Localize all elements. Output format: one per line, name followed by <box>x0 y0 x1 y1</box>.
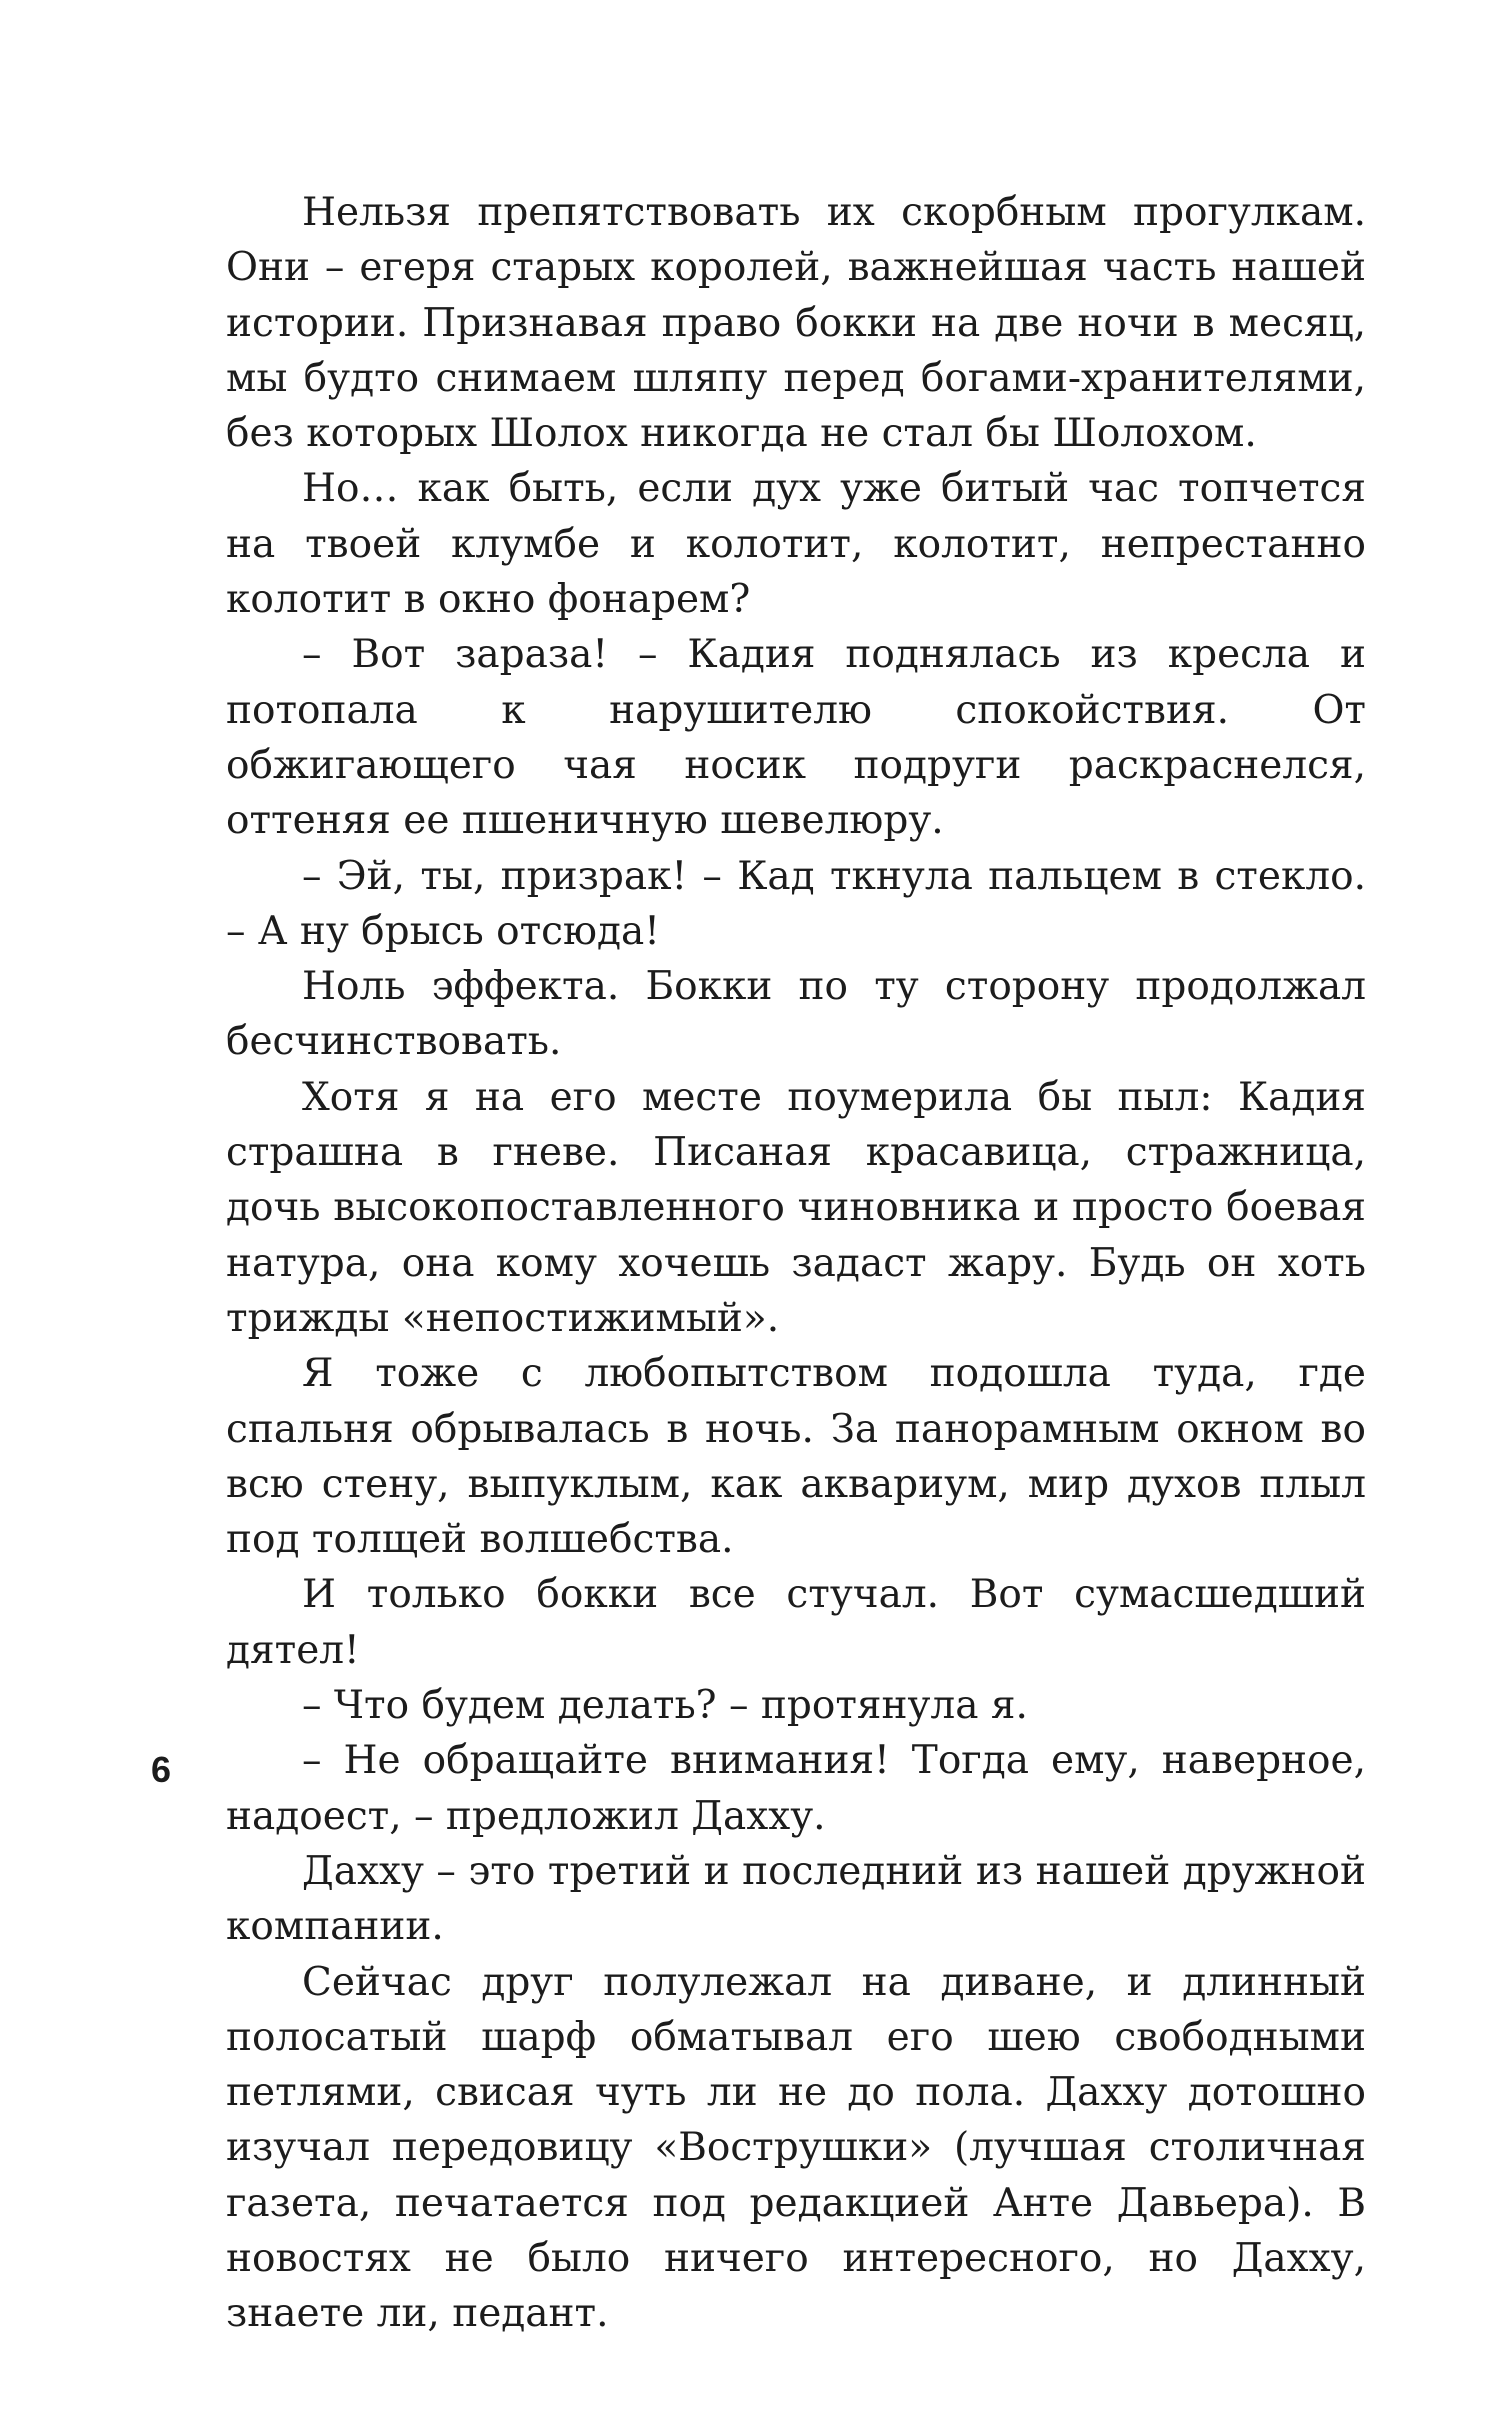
page-number: 6 <box>151 1749 172 1790</box>
paragraph: – Эй, ты, призрак! – Кад ткнула пальцем в стекло. – А ну брысь отсюда! <box>226 853 1366 954</box>
paragraph: Хотя я на его месте поумерила бы пыл: Кадия страшна в гневе. Писаная красавица, стражница, дочь высокопоставленного чиновника и просто боевая натура, она кому хочешь задаст жару. Будь он хоть трижды «непостижимый». <box>226 1074 1366 1341</box>
paragraph: – Вот зараза! – Кадия поднялась из кресла и потопала к нарушителю спокойствия. От обжигающего чая носик подруги раскраснелся, оттеняя ее пшеничную шевелюру. <box>226 632 1366 844</box>
body-text <box>226 185 1366 2342</box>
paragraph: – Что будем делать? – протянула я. <box>302 1683 1028 1729</box>
paragraph: Я тоже с любопытством подошла туда, где спальня обрывалась в ночь. За панорамным окном во всю стену, выпуклым, как аквариум, мир духов плыл под толщей волшебства. <box>226 1351 1366 1563</box>
paragraph: Сейчас друг полулежал на диване, и длинный полосатый шарф обматывал его шею свободными петлями, свисая чуть ли не до пола. Дахху дотошно изучал передовицу «Вострушки» (лучшая столичная газета, печатается под редакцией Анте Давьера). В новостях не было ничего интересного, но Дахху, знаете ли, педант. <box>226 1959 1366 2337</box>
paragraph: – Не обращайте внимания! Тогда ему, наверное, надоест, – предложил Дахху. <box>226 1738 1366 1839</box>
paragraph: Ноль эффекта. Бокки по ту сторону продолжал бесчинствовать. <box>226 964 1366 1065</box>
paragraph: Но… как быть, если дух уже битый час топчется на твоей клумбе и колотит, колотит, непрестанно колотит в окно фонарем? <box>226 466 1366 623</box>
paragraph: Дахху – это третий и последний из нашей дружной компании. <box>226 1848 1366 1950</box>
paragraph: И только бокки все стучал. Вот сумасшедший дятел! <box>226 1572 1366 1673</box>
paragraph: Нельзя препятствовать их скорбным прогулкам. Они – егеря старых королей, важнейшая часть нашей истории. Признавая право бокки на две ночи в месяц, мы будто снимаем шляпу перед богами-хранителями, без которых Шолох никогда не стал бы Шолохом. <box>226 190 1366 457</box>
